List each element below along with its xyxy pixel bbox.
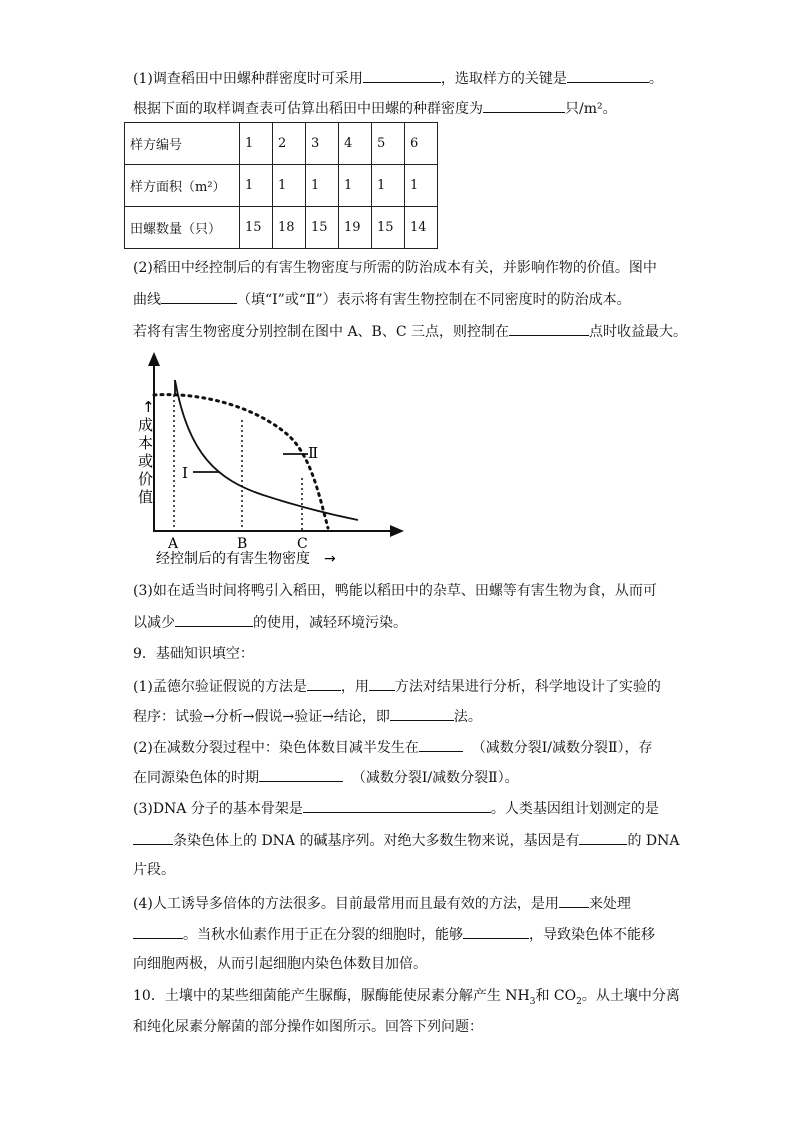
table-cell: 15: [372, 207, 405, 249]
table-cell: 1: [339, 165, 372, 207]
q9-title: 9．基础知识填空：: [133, 646, 254, 662]
table-cell: 6: [405, 123, 438, 165]
y-label-arrow: ↑: [142, 398, 155, 416]
q9-line6: 条染色体上的 DNA 的碱基序列。对绝大多数生物来说，基因是有 的 DNA: [133, 830, 680, 850]
q8-part1-line1: (1)调查稻田中田螺种群密度时可采用 ，选取样方的关键是 。: [133, 68, 663, 88]
answer-blank[interactable]: [133, 830, 173, 845]
answer-blank[interactable]: [369, 676, 395, 691]
table-row: [125, 123, 438, 165]
q10-line1: 10．土壤中的某些细菌能产生脲酶，脲酶能使尿素分解产生 $NH_3$和 $CO_2$。从土壤中分离: [133, 988, 680, 1007]
answer-blank[interactable]: [567, 68, 649, 83]
cost-value-figure: [138, 350, 408, 565]
curve-I: [175, 380, 358, 520]
answer-blank[interactable]: [307, 676, 341, 691]
point-C-label: C: [297, 536, 308, 552]
table-cell: 14: [405, 207, 438, 249]
y-label-char: 价: [138, 470, 154, 488]
row-label: 田螺数量（只）: [125, 207, 240, 249]
point-A-label: A: [168, 536, 179, 552]
q8-part3-line2: 以减少 的使用，减轻环境污染。: [133, 612, 407, 632]
answer-blank[interactable]: [175, 612, 253, 627]
q8-part2-line1: (2)稻田中经控制后的有害生物密度与所需的防治成本有关，并影响作物的价值。图中: [133, 260, 657, 276]
table-cell: 1: [240, 165, 273, 207]
q9-line7: 片段。: [133, 862, 175, 878]
curve-II-label: Ⅱ: [308, 444, 319, 462]
q9-line1: (1)孟德尔验证假说的方法是 ，用 方法对结果进行分析，科学地设计了实验的: [133, 676, 661, 696]
q9-line10: 向细胞两极，从而引起细胞内染色体数目加倍。: [133, 956, 427, 972]
x-axis-label: 经控制后的有害生物密度: [156, 551, 310, 565]
y-label-char: 成: [138, 416, 154, 434]
q9-line8: (4)人工诱导多倍体的方法很多。目前最常用而且最有效的方法，是用 来处理: [133, 893, 631, 913]
q9-line4: 在同源染色体的时期 （减数分裂Ⅰ/减数分裂Ⅱ）。: [133, 767, 519, 787]
x-axis-arrow: [390, 525, 404, 537]
table-cell: 1: [405, 165, 438, 207]
table-row: [125, 165, 438, 207]
y-label-char: 值: [138, 488, 154, 506]
q10-line2: 和纯化尿素分解菌的部分操作如图所示。回答下列问题：: [133, 1019, 483, 1035]
table-cell: 15: [306, 207, 339, 249]
table-cell: 4: [339, 123, 372, 165]
answer-blank[interactable]: [133, 924, 183, 939]
answer-blank[interactable]: [509, 321, 589, 336]
row-label: 样方面积（m²）: [125, 165, 240, 207]
table-cell: 2: [273, 123, 306, 165]
answer-blank[interactable]: [559, 893, 589, 908]
q8-part2-line2: 曲线 （填“I”或“Ⅱ”）表示将有害生物控制在不同密度时的防治成本。: [133, 289, 631, 309]
y-axis-label: [138, 416, 153, 506]
q8-part2-line3: 若将有害生物密度分别控制在图中 A、B、C 三点，则控制在 点时收益最大。: [133, 321, 687, 341]
answer-blank[interactable]: [483, 98, 565, 113]
table-cell: 1: [372, 165, 405, 207]
table-cell: 15: [240, 207, 273, 249]
sampling-table: [124, 122, 438, 249]
answer-blank[interactable]: [419, 737, 463, 752]
answer-blank[interactable]: [390, 706, 454, 721]
answer-blank[interactable]: [463, 924, 529, 939]
answer-blank[interactable]: [303, 798, 491, 813]
answer-blank[interactable]: [259, 767, 343, 782]
q9-line3: (2)在减数分裂过程中：染色体数目减半发生在 （减数分裂Ⅰ/减数分裂Ⅱ），存: [133, 737, 653, 757]
table-cell: 5: [372, 123, 405, 165]
q8-part1-line2: 根据下面的取样调查表可估算出稻田中田螺的种群密度为 只/m²。: [133, 98, 617, 118]
table-cell: 1: [273, 165, 306, 207]
q8-part3-line1: (3)如在适当时间将鸭引入稻田，鸭能以稻田中的杂草、田螺等有害生物为食，从而可: [133, 583, 657, 599]
q9-line9: 。当秋水仙素作用于正在分裂的细胞时，能够 ，导致染色体不能移: [133, 924, 655, 944]
q9-line2: 程序：试验→分析→假说→验证→结论，即 法。: [133, 706, 482, 726]
table-row: [125, 207, 438, 249]
y-label-char: 本: [138, 434, 154, 452]
table-cell: 1: [240, 123, 273, 165]
curve-II: [154, 395, 328, 528]
point-B-label: B: [237, 536, 248, 552]
answer-blank[interactable]: [363, 68, 441, 83]
y-axis-arrow: [148, 352, 160, 366]
answer-blank[interactable]: [579, 830, 627, 845]
curve-I-label: I: [182, 464, 188, 482]
row-label: 样方编号: [125, 123, 240, 165]
table-cell: 3: [306, 123, 339, 165]
answer-blank[interactable]: [161, 289, 237, 304]
table-cell: 18: [273, 207, 306, 249]
x-label-arrow: →: [324, 551, 336, 565]
y-label-char: 或: [138, 452, 154, 470]
table-cell: 19: [339, 207, 372, 249]
table-cell: 1: [306, 165, 339, 207]
q9-line5: (3)DNA 分子的基本骨架是 。人类基因组计划测定的是: [133, 798, 659, 818]
